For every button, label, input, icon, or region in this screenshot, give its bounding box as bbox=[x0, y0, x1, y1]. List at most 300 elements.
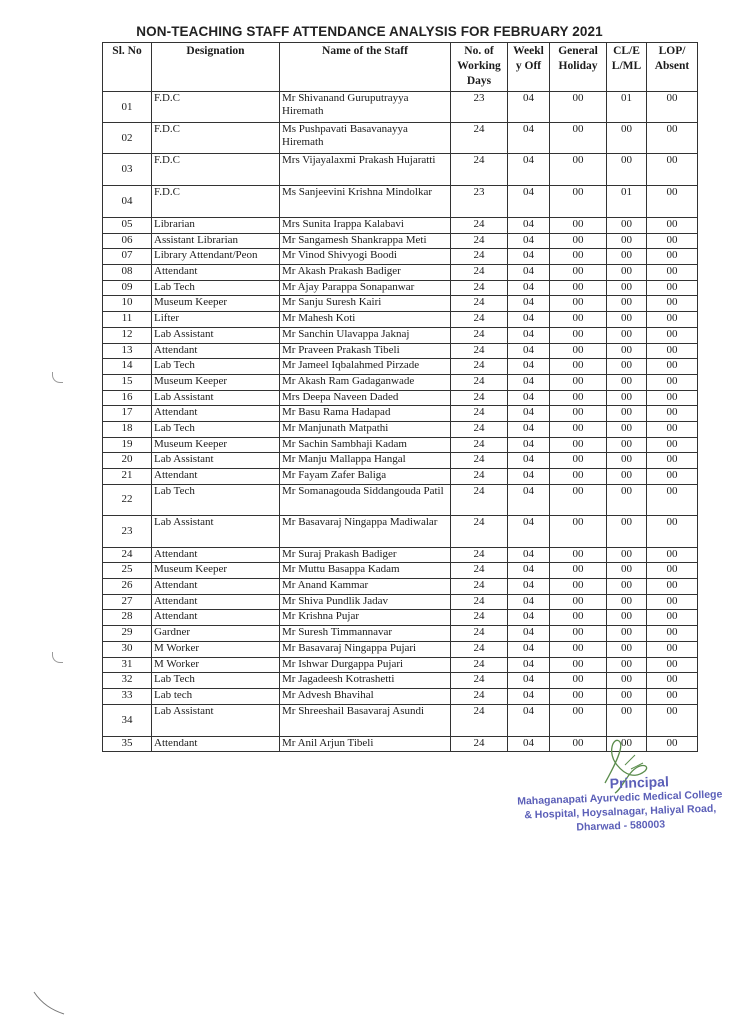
cell-staff-name: Mr Ishwar Durgappa Pujari bbox=[280, 657, 451, 673]
cell-lop-absent: 00 bbox=[647, 515, 698, 547]
cell-sl-no: 14 bbox=[103, 359, 152, 375]
cell-general-holiday: 00 bbox=[550, 421, 607, 437]
table-row bbox=[103, 453, 698, 469]
cell-lop-absent: 00 bbox=[647, 92, 698, 123]
cell-staff-name: Mr Anand Kammar bbox=[280, 579, 451, 595]
cell-cl-el-ml: 00 bbox=[607, 249, 647, 265]
cell-weekly-off: 04 bbox=[508, 641, 550, 657]
cell-general-holiday: 00 bbox=[550, 641, 607, 657]
table-row bbox=[103, 154, 698, 186]
cell-staff-name: Mr Suraj Prakash Badiger bbox=[280, 547, 451, 563]
cell-cl-el-ml: 00 bbox=[607, 296, 647, 312]
header-general-holiday: General Holiday bbox=[550, 43, 607, 92]
cell-designation: Lab Tech bbox=[152, 280, 280, 296]
cell-working-days: 24 bbox=[451, 673, 508, 689]
cell-staff-name: Mr Vinod Shivyogi Boodi bbox=[280, 249, 451, 265]
cell-general-holiday: 00 bbox=[550, 484, 607, 515]
table-row bbox=[103, 437, 698, 453]
table-row bbox=[103, 469, 698, 485]
cell-sl-no: 19 bbox=[103, 437, 152, 453]
cell-working-days: 24 bbox=[451, 343, 508, 359]
cell-cl-el-ml: 00 bbox=[607, 469, 647, 485]
attendance-table bbox=[102, 42, 698, 752]
cell-general-holiday: 00 bbox=[550, 296, 607, 312]
cell-lop-absent: 00 bbox=[647, 343, 698, 359]
stamp-line-1: Mahaganapati Ayurvedic Medical College bbox=[517, 788, 723, 808]
table-row bbox=[103, 688, 698, 704]
header-weekly-off: Weekl y Off bbox=[508, 43, 550, 92]
cell-designation: Librarian bbox=[152, 218, 280, 234]
cell-cl-el-ml: 00 bbox=[607, 563, 647, 579]
cell-weekly-off: 04 bbox=[508, 343, 550, 359]
cell-weekly-off: 04 bbox=[508, 626, 550, 642]
table-row bbox=[103, 626, 698, 642]
cell-working-days: 24 bbox=[451, 626, 508, 642]
cell-designation: Attendant bbox=[152, 406, 280, 422]
table-row bbox=[103, 280, 698, 296]
cell-working-days: 24 bbox=[451, 374, 508, 390]
table-row bbox=[103, 610, 698, 626]
cell-staff-name: Mr Krishna Pujar bbox=[280, 610, 451, 626]
cell-staff-name: Mr Basavaraj Ningappa Pujari bbox=[280, 641, 451, 657]
cell-weekly-off: 04 bbox=[508, 359, 550, 375]
cell-general-holiday: 00 bbox=[550, 437, 607, 453]
table-row bbox=[103, 249, 698, 265]
stamp-line-3: Dharwad - 580003 bbox=[576, 818, 666, 834]
cell-staff-name: Mr Anil Arjun Tibeli bbox=[280, 736, 451, 752]
cell-weekly-off: 04 bbox=[508, 484, 550, 515]
cell-weekly-off: 04 bbox=[508, 515, 550, 547]
cell-designation: Gardner bbox=[152, 626, 280, 642]
cell-working-days: 24 bbox=[451, 280, 508, 296]
cell-staff-name: Mr Suresh Timmannavar bbox=[280, 626, 451, 642]
cell-sl-no: 02 bbox=[103, 123, 152, 154]
cell-weekly-off: 04 bbox=[508, 390, 550, 406]
cell-lop-absent: 00 bbox=[647, 437, 698, 453]
cell-working-days: 24 bbox=[451, 736, 508, 752]
cell-sl-no: 27 bbox=[103, 594, 152, 610]
cell-weekly-off: 04 bbox=[508, 374, 550, 390]
header-lop-absent: LOP/ Absent bbox=[647, 43, 698, 92]
cell-cl-el-ml: 00 bbox=[607, 579, 647, 595]
cell-designation: Museum Keeper bbox=[152, 563, 280, 579]
cell-staff-name: Mr Basavaraj Ningappa Madiwalar bbox=[280, 515, 451, 547]
cell-designation: M Worker bbox=[152, 657, 280, 673]
cell-working-days: 24 bbox=[451, 563, 508, 579]
cell-lop-absent: 00 bbox=[647, 421, 698, 437]
cell-staff-name: Mr Shiva Pundlik Jadav bbox=[280, 594, 451, 610]
cell-general-holiday: 00 bbox=[550, 359, 607, 375]
cell-working-days: 24 bbox=[451, 312, 508, 328]
cell-sl-no: 18 bbox=[103, 421, 152, 437]
cell-working-days: 23 bbox=[451, 186, 508, 218]
cell-cl-el-ml: 00 bbox=[607, 280, 647, 296]
cell-working-days: 24 bbox=[451, 484, 508, 515]
cell-staff-name: Mr Praveen Prakash Tibeli bbox=[280, 343, 451, 359]
cell-weekly-off: 04 bbox=[508, 154, 550, 186]
cell-general-holiday: 00 bbox=[550, 123, 607, 154]
cell-cl-el-ml: 00 bbox=[607, 233, 647, 249]
cell-weekly-off: 04 bbox=[508, 673, 550, 689]
table-row bbox=[103, 594, 698, 610]
corner-fold-mark bbox=[32, 990, 66, 1016]
header-designation: Designation bbox=[152, 43, 280, 92]
cell-lop-absent: 00 bbox=[647, 469, 698, 485]
cell-working-days: 24 bbox=[451, 359, 508, 375]
cell-designation: Lab Tech bbox=[152, 421, 280, 437]
cell-working-days: 24 bbox=[451, 123, 508, 154]
cell-sl-no: 08 bbox=[103, 265, 152, 281]
table-row bbox=[103, 296, 698, 312]
cell-weekly-off: 04 bbox=[508, 265, 550, 281]
cell-sl-no: 25 bbox=[103, 563, 152, 579]
cell-staff-name: Mr Advesh Bhavihal bbox=[280, 688, 451, 704]
cell-weekly-off: 04 bbox=[508, 563, 550, 579]
cell-designation: Lab Assistant bbox=[152, 515, 280, 547]
cell-designation: Assistant Librarian bbox=[152, 233, 280, 249]
cell-general-holiday: 00 bbox=[550, 343, 607, 359]
cell-general-holiday: 00 bbox=[550, 626, 607, 642]
cell-cl-el-ml: 00 bbox=[607, 704, 647, 736]
cell-sl-no: 04 bbox=[103, 186, 152, 218]
cell-weekly-off: 04 bbox=[508, 657, 550, 673]
cell-sl-no: 17 bbox=[103, 406, 152, 422]
cell-weekly-off: 04 bbox=[508, 688, 550, 704]
cell-weekly-off: 04 bbox=[508, 453, 550, 469]
cell-general-holiday: 00 bbox=[550, 390, 607, 406]
cell-weekly-off: 04 bbox=[508, 123, 550, 154]
cell-designation: Lab Assistant bbox=[152, 390, 280, 406]
cell-lop-absent: 00 bbox=[647, 736, 698, 752]
cell-working-days: 24 bbox=[451, 610, 508, 626]
cell-weekly-off: 04 bbox=[508, 233, 550, 249]
cell-cl-el-ml: 00 bbox=[607, 453, 647, 469]
cell-lop-absent: 00 bbox=[647, 280, 698, 296]
cell-working-days: 24 bbox=[451, 233, 508, 249]
cell-general-holiday: 00 bbox=[550, 406, 607, 422]
cell-staff-name: Mr Sachin Sambhaji Kadam bbox=[280, 437, 451, 453]
cell-cl-el-ml: 00 bbox=[607, 688, 647, 704]
cell-lop-absent: 00 bbox=[647, 249, 698, 265]
cell-designation: Lab Assistant bbox=[152, 327, 280, 343]
cell-working-days: 24 bbox=[451, 218, 508, 234]
cell-lop-absent: 00 bbox=[647, 657, 698, 673]
cell-lop-absent: 00 bbox=[647, 579, 698, 595]
cell-designation: Museum Keeper bbox=[152, 296, 280, 312]
table-row bbox=[103, 218, 698, 234]
cell-sl-no: 33 bbox=[103, 688, 152, 704]
cell-lop-absent: 00 bbox=[647, 641, 698, 657]
cell-sl-no: 06 bbox=[103, 233, 152, 249]
cell-staff-name: Mr Akash Prakash Badiger bbox=[280, 265, 451, 281]
cell-working-days: 24 bbox=[451, 657, 508, 673]
cell-designation: Attendant bbox=[152, 610, 280, 626]
cell-cl-el-ml: 00 bbox=[607, 657, 647, 673]
cell-lop-absent: 00 bbox=[647, 484, 698, 515]
cell-working-days: 24 bbox=[451, 594, 508, 610]
cell-designation: Lab tech bbox=[152, 688, 280, 704]
cell-sl-no: 03 bbox=[103, 154, 152, 186]
cell-staff-name: Mr Mahesh Koti bbox=[280, 312, 451, 328]
cell-weekly-off: 04 bbox=[508, 280, 550, 296]
cell-weekly-off: 04 bbox=[508, 218, 550, 234]
table-row bbox=[103, 563, 698, 579]
cell-sl-no: 11 bbox=[103, 312, 152, 328]
cell-cl-el-ml: 00 bbox=[607, 123, 647, 154]
cell-working-days: 24 bbox=[451, 406, 508, 422]
cell-cl-el-ml: 00 bbox=[607, 673, 647, 689]
cell-sl-no: 35 bbox=[103, 736, 152, 752]
cell-staff-name: Mr Manjunath Matpathi bbox=[280, 421, 451, 437]
cell-weekly-off: 04 bbox=[508, 469, 550, 485]
cell-weekly-off: 04 bbox=[508, 704, 550, 736]
table-row bbox=[103, 390, 698, 406]
cell-sl-no: 20 bbox=[103, 453, 152, 469]
cell-lop-absent: 00 bbox=[647, 704, 698, 736]
cell-working-days: 24 bbox=[451, 437, 508, 453]
cell-lop-absent: 00 bbox=[647, 594, 698, 610]
cell-sl-no: 32 bbox=[103, 673, 152, 689]
cell-designation: Attendant bbox=[152, 343, 280, 359]
cell-staff-name: Mr Fayam Zafer Baliga bbox=[280, 469, 451, 485]
cell-designation: Lab Tech bbox=[152, 484, 280, 515]
cell-staff-name: Mr Muttu Basappa Kadam bbox=[280, 563, 451, 579]
stamp-role: Principal bbox=[609, 773, 670, 792]
cell-designation: Museum Keeper bbox=[152, 437, 280, 453]
cell-staff-name: Mr Somanagouda Siddangouda Patil bbox=[280, 484, 451, 515]
cell-weekly-off: 04 bbox=[508, 736, 550, 752]
cell-working-days: 24 bbox=[451, 547, 508, 563]
table-row bbox=[103, 641, 698, 657]
cell-sl-no: 22 bbox=[103, 484, 152, 515]
cell-cl-el-ml: 01 bbox=[607, 186, 647, 218]
cell-designation: F.D.C bbox=[152, 92, 280, 123]
cell-sl-no: 16 bbox=[103, 390, 152, 406]
cell-lop-absent: 00 bbox=[647, 374, 698, 390]
cell-general-holiday: 00 bbox=[550, 469, 607, 485]
header-sl-no: Sl. No bbox=[103, 43, 152, 92]
cell-working-days: 24 bbox=[451, 453, 508, 469]
cell-lop-absent: 00 bbox=[647, 673, 698, 689]
table-row bbox=[103, 233, 698, 249]
cell-designation: Lab Assistant bbox=[152, 704, 280, 736]
cell-designation: Lab Assistant bbox=[152, 453, 280, 469]
cell-general-holiday: 00 bbox=[550, 280, 607, 296]
cell-designation: Attendant bbox=[152, 736, 280, 752]
cell-sl-no: 24 bbox=[103, 547, 152, 563]
cell-general-holiday: 00 bbox=[550, 610, 607, 626]
cell-general-holiday: 00 bbox=[550, 657, 607, 673]
cell-weekly-off: 04 bbox=[508, 249, 550, 265]
cell-working-days: 24 bbox=[451, 296, 508, 312]
cell-staff-name: Mrs Vijayalaxmi Prakash Hujaratti bbox=[280, 154, 451, 186]
cell-general-holiday: 00 bbox=[550, 453, 607, 469]
table-row bbox=[103, 343, 698, 359]
cell-weekly-off: 04 bbox=[508, 437, 550, 453]
cell-weekly-off: 04 bbox=[508, 421, 550, 437]
table-row bbox=[103, 421, 698, 437]
cell-lop-absent: 00 bbox=[647, 390, 698, 406]
table-row bbox=[103, 123, 698, 154]
cell-cl-el-ml: 00 bbox=[607, 594, 647, 610]
table-row bbox=[103, 673, 698, 689]
cell-cl-el-ml: 00 bbox=[607, 610, 647, 626]
table-row bbox=[103, 579, 698, 595]
cell-sl-no: 15 bbox=[103, 374, 152, 390]
cell-sl-no: 07 bbox=[103, 249, 152, 265]
cell-lop-absent: 00 bbox=[647, 265, 698, 281]
cell-staff-name: Mr Basu Rama Hadapad bbox=[280, 406, 451, 422]
cell-lop-absent: 00 bbox=[647, 359, 698, 375]
header-staff-name: Name of the Staff bbox=[280, 43, 451, 92]
cell-lop-absent: 00 bbox=[647, 154, 698, 186]
cell-general-holiday: 00 bbox=[550, 594, 607, 610]
cell-cl-el-ml: 00 bbox=[607, 265, 647, 281]
cell-cl-el-ml: 00 bbox=[607, 515, 647, 547]
cell-cl-el-ml: 00 bbox=[607, 374, 647, 390]
cell-lop-absent: 00 bbox=[647, 312, 698, 328]
cell-weekly-off: 04 bbox=[508, 186, 550, 218]
table-row bbox=[103, 359, 698, 375]
cell-designation: Attendant bbox=[152, 579, 280, 595]
cell-general-holiday: 00 bbox=[550, 704, 607, 736]
cell-lop-absent: 00 bbox=[647, 296, 698, 312]
table-row bbox=[103, 704, 698, 736]
table-row bbox=[103, 186, 698, 218]
cell-designation: Attendant bbox=[152, 547, 280, 563]
cell-designation: Attendant bbox=[152, 594, 280, 610]
table-row bbox=[103, 312, 698, 328]
cell-designation: Library Attendant/Peon bbox=[152, 249, 280, 265]
cell-general-holiday: 00 bbox=[550, 374, 607, 390]
cell-sl-no: 29 bbox=[103, 626, 152, 642]
cell-staff-name: Mr Ajay Parappa Sonapanwar bbox=[280, 280, 451, 296]
cell-working-days: 24 bbox=[451, 704, 508, 736]
header-working-days: No. of Working Days bbox=[451, 43, 508, 92]
cell-designation: Attendant bbox=[152, 469, 280, 485]
cell-working-days: 24 bbox=[451, 249, 508, 265]
cell-weekly-off: 04 bbox=[508, 547, 550, 563]
cell-staff-name: Mr Akash Ram Gadaganwade bbox=[280, 374, 451, 390]
cell-general-holiday: 00 bbox=[550, 327, 607, 343]
cell-lop-absent: 00 bbox=[647, 563, 698, 579]
cell-cl-el-ml: 00 bbox=[607, 626, 647, 642]
cell-staff-name: Mr Shreeshail Basavaraj Asundi bbox=[280, 704, 451, 736]
cell-weekly-off: 04 bbox=[508, 610, 550, 626]
cell-working-days: 24 bbox=[451, 641, 508, 657]
cell-staff-name: Ms Sanjeevini Krishna Mindolkar bbox=[280, 186, 451, 218]
punch-hole-mark bbox=[52, 652, 63, 663]
cell-general-holiday: 00 bbox=[550, 218, 607, 234]
cell-designation: Lifter bbox=[152, 312, 280, 328]
principal-stamp bbox=[504, 771, 736, 837]
cell-working-days: 24 bbox=[451, 579, 508, 595]
cell-designation: Lab Tech bbox=[152, 359, 280, 375]
cell-cl-el-ml: 00 bbox=[607, 421, 647, 437]
cell-general-holiday: 00 bbox=[550, 688, 607, 704]
cell-general-holiday: 00 bbox=[550, 265, 607, 281]
cell-sl-no: 26 bbox=[103, 579, 152, 595]
cell-staff-name: Ms Pushpavati Basavanayya Hiremath bbox=[280, 123, 451, 154]
cell-staff-name: Mr Jagadeesh Kotrashetti bbox=[280, 673, 451, 689]
table-row bbox=[103, 515, 698, 547]
cell-cl-el-ml: 00 bbox=[607, 484, 647, 515]
cell-general-holiday: 00 bbox=[550, 186, 607, 218]
cell-designation: F.D.C bbox=[152, 186, 280, 218]
cell-general-holiday: 00 bbox=[550, 673, 607, 689]
cell-designation: Attendant bbox=[152, 265, 280, 281]
cell-cl-el-ml: 00 bbox=[607, 547, 647, 563]
cell-cl-el-ml: 01 bbox=[607, 92, 647, 123]
cell-designation: Museum Keeper bbox=[152, 374, 280, 390]
cell-cl-el-ml: 00 bbox=[607, 390, 647, 406]
cell-general-holiday: 00 bbox=[550, 736, 607, 752]
cell-lop-absent: 00 bbox=[647, 610, 698, 626]
table-row bbox=[103, 92, 698, 123]
page-title: NON-TEACHING STAFF ATTENDANCE ANALYSIS FOR FEBRUARY 2021 bbox=[136, 24, 603, 39]
cell-lop-absent: 00 bbox=[647, 688, 698, 704]
cell-designation: F.D.C bbox=[152, 154, 280, 186]
cell-sl-no: 10 bbox=[103, 296, 152, 312]
cell-general-holiday: 00 bbox=[550, 92, 607, 123]
cell-cl-el-ml: 00 bbox=[607, 406, 647, 422]
table-row bbox=[103, 327, 698, 343]
cell-sl-no: 13 bbox=[103, 343, 152, 359]
cell-general-holiday: 00 bbox=[550, 249, 607, 265]
cell-weekly-off: 04 bbox=[508, 406, 550, 422]
cell-weekly-off: 04 bbox=[508, 296, 550, 312]
cell-lop-absent: 00 bbox=[647, 547, 698, 563]
cell-cl-el-ml: 00 bbox=[607, 312, 647, 328]
cell-staff-name: Mr Shivanand Guruputrayya Hiremath bbox=[280, 92, 451, 123]
cell-sl-no: 28 bbox=[103, 610, 152, 626]
cell-working-days: 23 bbox=[451, 92, 508, 123]
stamp-line-2: & Hospital, Hoysalnagar, Haliyal Road, bbox=[524, 802, 717, 822]
cell-weekly-off: 04 bbox=[508, 312, 550, 328]
cell-lop-absent: 00 bbox=[647, 186, 698, 218]
cell-weekly-off: 04 bbox=[508, 594, 550, 610]
cell-designation: F.D.C bbox=[152, 123, 280, 154]
cell-staff-name: Mr Manju Mallappa Hangal bbox=[280, 453, 451, 469]
header-cl-el-ml: CL/E L/ML bbox=[607, 43, 647, 92]
cell-weekly-off: 04 bbox=[508, 579, 550, 595]
cell-cl-el-ml: 00 bbox=[607, 736, 647, 752]
cell-lop-absent: 00 bbox=[647, 406, 698, 422]
cell-general-holiday: 00 bbox=[550, 312, 607, 328]
cell-sl-no: 09 bbox=[103, 280, 152, 296]
cell-sl-no: 01 bbox=[103, 92, 152, 123]
cell-weekly-off: 04 bbox=[508, 92, 550, 123]
table-row bbox=[103, 265, 698, 281]
cell-cl-el-ml: 00 bbox=[607, 218, 647, 234]
cell-staff-name: Mr Sanchin Ulavappa Jaknaj bbox=[280, 327, 451, 343]
cell-working-days: 24 bbox=[451, 265, 508, 281]
cell-sl-no: 21 bbox=[103, 469, 152, 485]
cell-lop-absent: 00 bbox=[647, 453, 698, 469]
table-row bbox=[103, 484, 698, 515]
cell-staff-name: Mr Jameel Iqbalahmed Pirzade bbox=[280, 359, 451, 375]
cell-lop-absent: 00 bbox=[647, 327, 698, 343]
cell-working-days: 24 bbox=[451, 390, 508, 406]
cell-working-days: 24 bbox=[451, 154, 508, 186]
cell-general-holiday: 00 bbox=[550, 579, 607, 595]
cell-general-holiday: 00 bbox=[550, 154, 607, 186]
cell-designation: M Worker bbox=[152, 641, 280, 657]
punch-hole-mark bbox=[52, 372, 63, 383]
cell-staff-name: Mrs Deepa Naveen Daded bbox=[280, 390, 451, 406]
cell-general-holiday: 00 bbox=[550, 515, 607, 547]
cell-staff-name: Mrs Sunita Irappa Kalabavi bbox=[280, 218, 451, 234]
